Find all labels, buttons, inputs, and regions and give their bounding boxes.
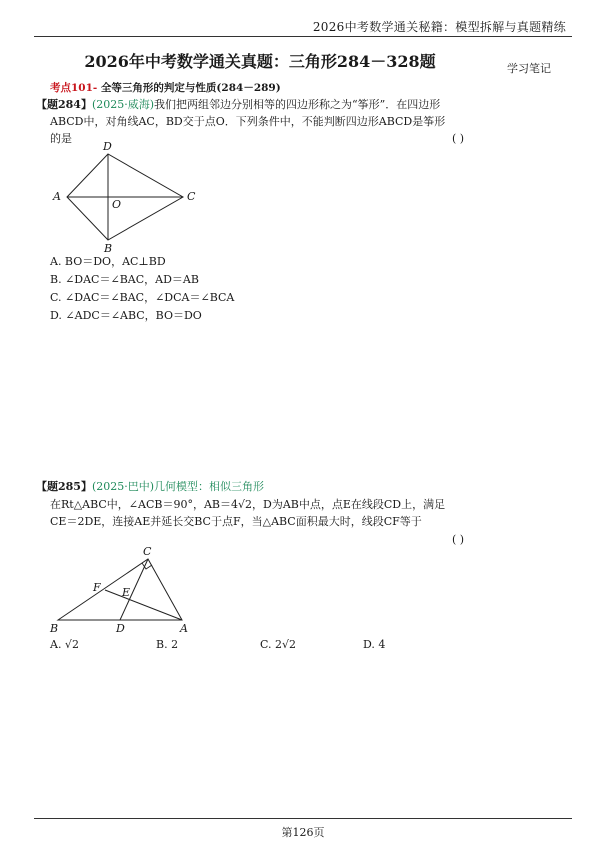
segment-af [105, 590, 182, 620]
footer-rule [34, 818, 572, 819]
q284-option-d: D. ∠ADC＝∠ABC，BO＝DO [50, 309, 202, 322]
q284-number: 【题284】 [36, 98, 92, 111]
label-b: B [50, 622, 59, 635]
q285-option-a: A. √2 [50, 638, 79, 651]
q284-source: (2025·威海) [91, 98, 155, 111]
q285-number: 【题285】 [36, 480, 92, 493]
q284-option-a: A. BO＝DO，AC⊥BD [50, 255, 166, 268]
q285-answer-bracket: ( ) [452, 533, 465, 546]
q285-option-d: D. 4 [363, 638, 386, 651]
q285-stem-line2: CE＝2DE，连接AE并延长交BC于点F，当△ABC面积最大时，线段CF等于 [50, 515, 422, 528]
label-o: O [112, 198, 122, 211]
label-d: D [103, 140, 112, 153]
section-tag: 考点101- [50, 82, 98, 94]
label-a: A [53, 190, 61, 203]
q285-option-b: B. 2 [156, 638, 179, 651]
q284-option-b: B. ∠DAC＝∠BAC，AD＝AB [50, 273, 199, 286]
q284-text-1: 我们把两组邻边分别相等的四边形称之为“筝形”．在四边形 [154, 98, 441, 111]
q285-header [36, 478, 264, 496]
section-title: 全等三角形的判定与性质(284－289) [97, 82, 281, 94]
q284-answer-bracket: ( ) [452, 132, 465, 145]
triangle-abc [58, 559, 182, 620]
label-e: E [122, 586, 131, 599]
label-c: C [143, 545, 152, 558]
q285-figure-triangle [40, 545, 210, 635]
label-a: A [180, 622, 188, 635]
q284-stem-line3: 的是 [50, 132, 72, 145]
notes-label: 学习笔记 [507, 62, 551, 75]
label-c: C [187, 190, 196, 203]
q284-figure-kite [40, 140, 210, 255]
label-b: B [104, 242, 113, 255]
page-number: 第126页 [281, 826, 325, 839]
q285-source: (2025·巴中)几何模型：相似三角形 [91, 480, 265, 493]
q284-stem-line2: ABCD中，对角线AC，BD交于点O．下列条件中，不能判断四边形ABCD是筝形 [50, 115, 446, 128]
q285-option-c: C. 2√2 [260, 638, 297, 651]
label-d: D [116, 622, 125, 635]
q285-stem-line1: 在Rt△ABC中，∠ACB＝90°，AB＝4√2，D为AB中点，点E在线段CD上，满足 [50, 498, 446, 511]
label-f: F [93, 581, 101, 594]
page-title: 2026年中考数学通关真题：三角形284－328题 [84, 52, 436, 71]
q284-option-c: C. ∠DAC＝∠BAC，∠DCA＝∠BCA [50, 291, 235, 304]
section-heading [50, 80, 281, 95]
header-rule [34, 36, 572, 37]
running-header: 2026中考数学通关秘籍：模型拆解与真题精练 [312, 20, 566, 34]
q284-stem-line1 [36, 96, 496, 114]
